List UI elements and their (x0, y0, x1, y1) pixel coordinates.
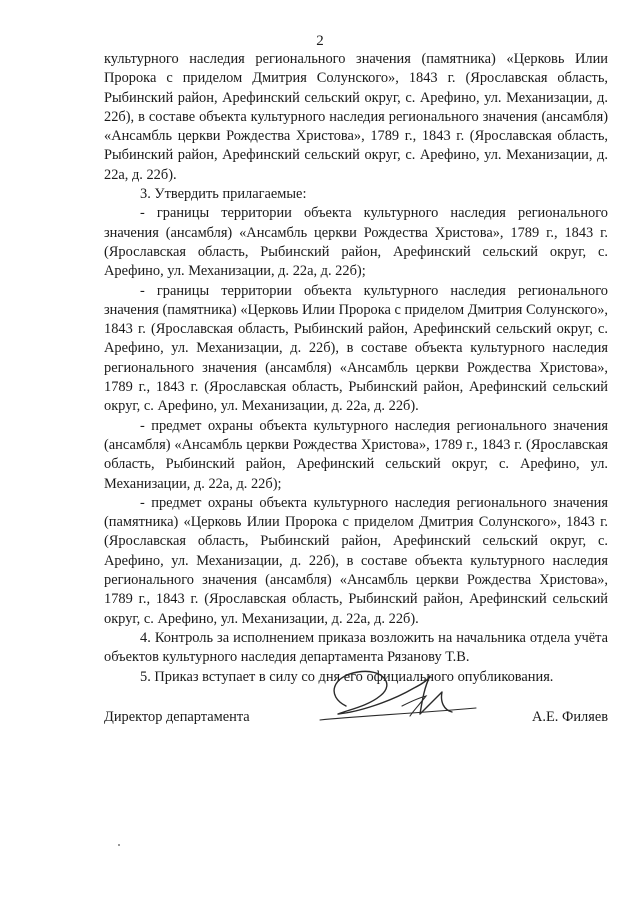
signatory-name: А.Е. Филяев (531, 709, 608, 725)
paragraph-ensemble-boundaries: - границы территории объекта культурного наследия регионального значения (ансамбля) «Ансамбль церкви Рождества Христова», 1789 г., 1843 г. (Ярославская область, Рыбинский район, Арефинский сельский округ, с. Арефино, ул. Механизации, д. 22а, д. 22б); (104, 205, 608, 280)
paragraph-church-protection: - предмет охраны объекта культурного наследия регионального значения (памятника) «Церковь Илии Пророка с приделом Дмитрия Солунского», 1843 г. (Ярославская область, Рыбинский район, Арефинский сельский округ, с. Арефино, ул. Механизации, д. 22б), в составе объекта культурного наследия регионального значения (ансамбля) «Ансамбль церкви Рождества Христова», 1789 г., 1843 г. (Ярославская область, Рыбинский район, Арефинский сельский округ, с. Арефино, ул. Механизации, д. 22а, д. 22б). (104, 494, 608, 627)
paragraph-item-5: 5. Приказ вступает в силу со дня его официального опубликования. (140, 668, 554, 685)
signatory-title: Директор департамента (104, 709, 250, 725)
page-number: 2 (316, 33, 324, 49)
paragraph-church-boundaries: - границы территории объекта культурного наследия регионального значения (памятника) «Церковь Илии Пророка с приделом Дмитрия Солунского», 1843 г. (Ярославская область, Рыбинский район, Арефинский сельский округ, с. Арефино, ул. Механизации, д. 22б), в составе объекта культурного наследия регионального значения (ансамбля) «Ансамбль церкви Рождества Христова», 1789 г., 1843 г. (Ярославская область, Рыбинский район, Арефинский сельский округ, с. Арефино, ул. Механизации, д. 22а, д. 22б). (104, 282, 608, 415)
paragraph-item-4: 4. Контроль за исполнением приказа возложить на начальника отдела учёта объектов культурного наследия департамента Рязанову Т.В. (104, 629, 608, 666)
paragraph-item-3: 3. Утвердить прилагаемые: (140, 186, 307, 203)
scan-speck (118, 844, 120, 846)
paragraph-continuation: культурного наследия регионального значения (памятника) «Церковь Илии Пророка с приделом Дмитрия Солунского», 1843 г. (Ярославская область, Рыбинский район, Арефинский сельский округ, с. Арефино, ул. Механизации, д. 22б), в составе объекта культурного наследия регионального значения (ансамбля) «Ансамбль церкви Рождества Христова», 1789 г., 1843 г. (Ярославская область, Рыбинский район, Арефинский сельский округ, с. Арефино, ул. Механизации, д. 22а, д. 22б). (104, 51, 608, 183)
signature-block (104, 705, 608, 729)
paragraph-ensemble-protection: - предмет охраны объекта культурного наследия регионального значения (ансамбля) «Ансамбль церкви Рождества Христова», 1789 г., 1843 г. (Ярославская область, Рыбинский район, Арефинский сельский округ, с. Арефино, ул. Механизации, д. 22а, д. 22б); (104, 417, 608, 492)
order-body (104, 50, 608, 687)
